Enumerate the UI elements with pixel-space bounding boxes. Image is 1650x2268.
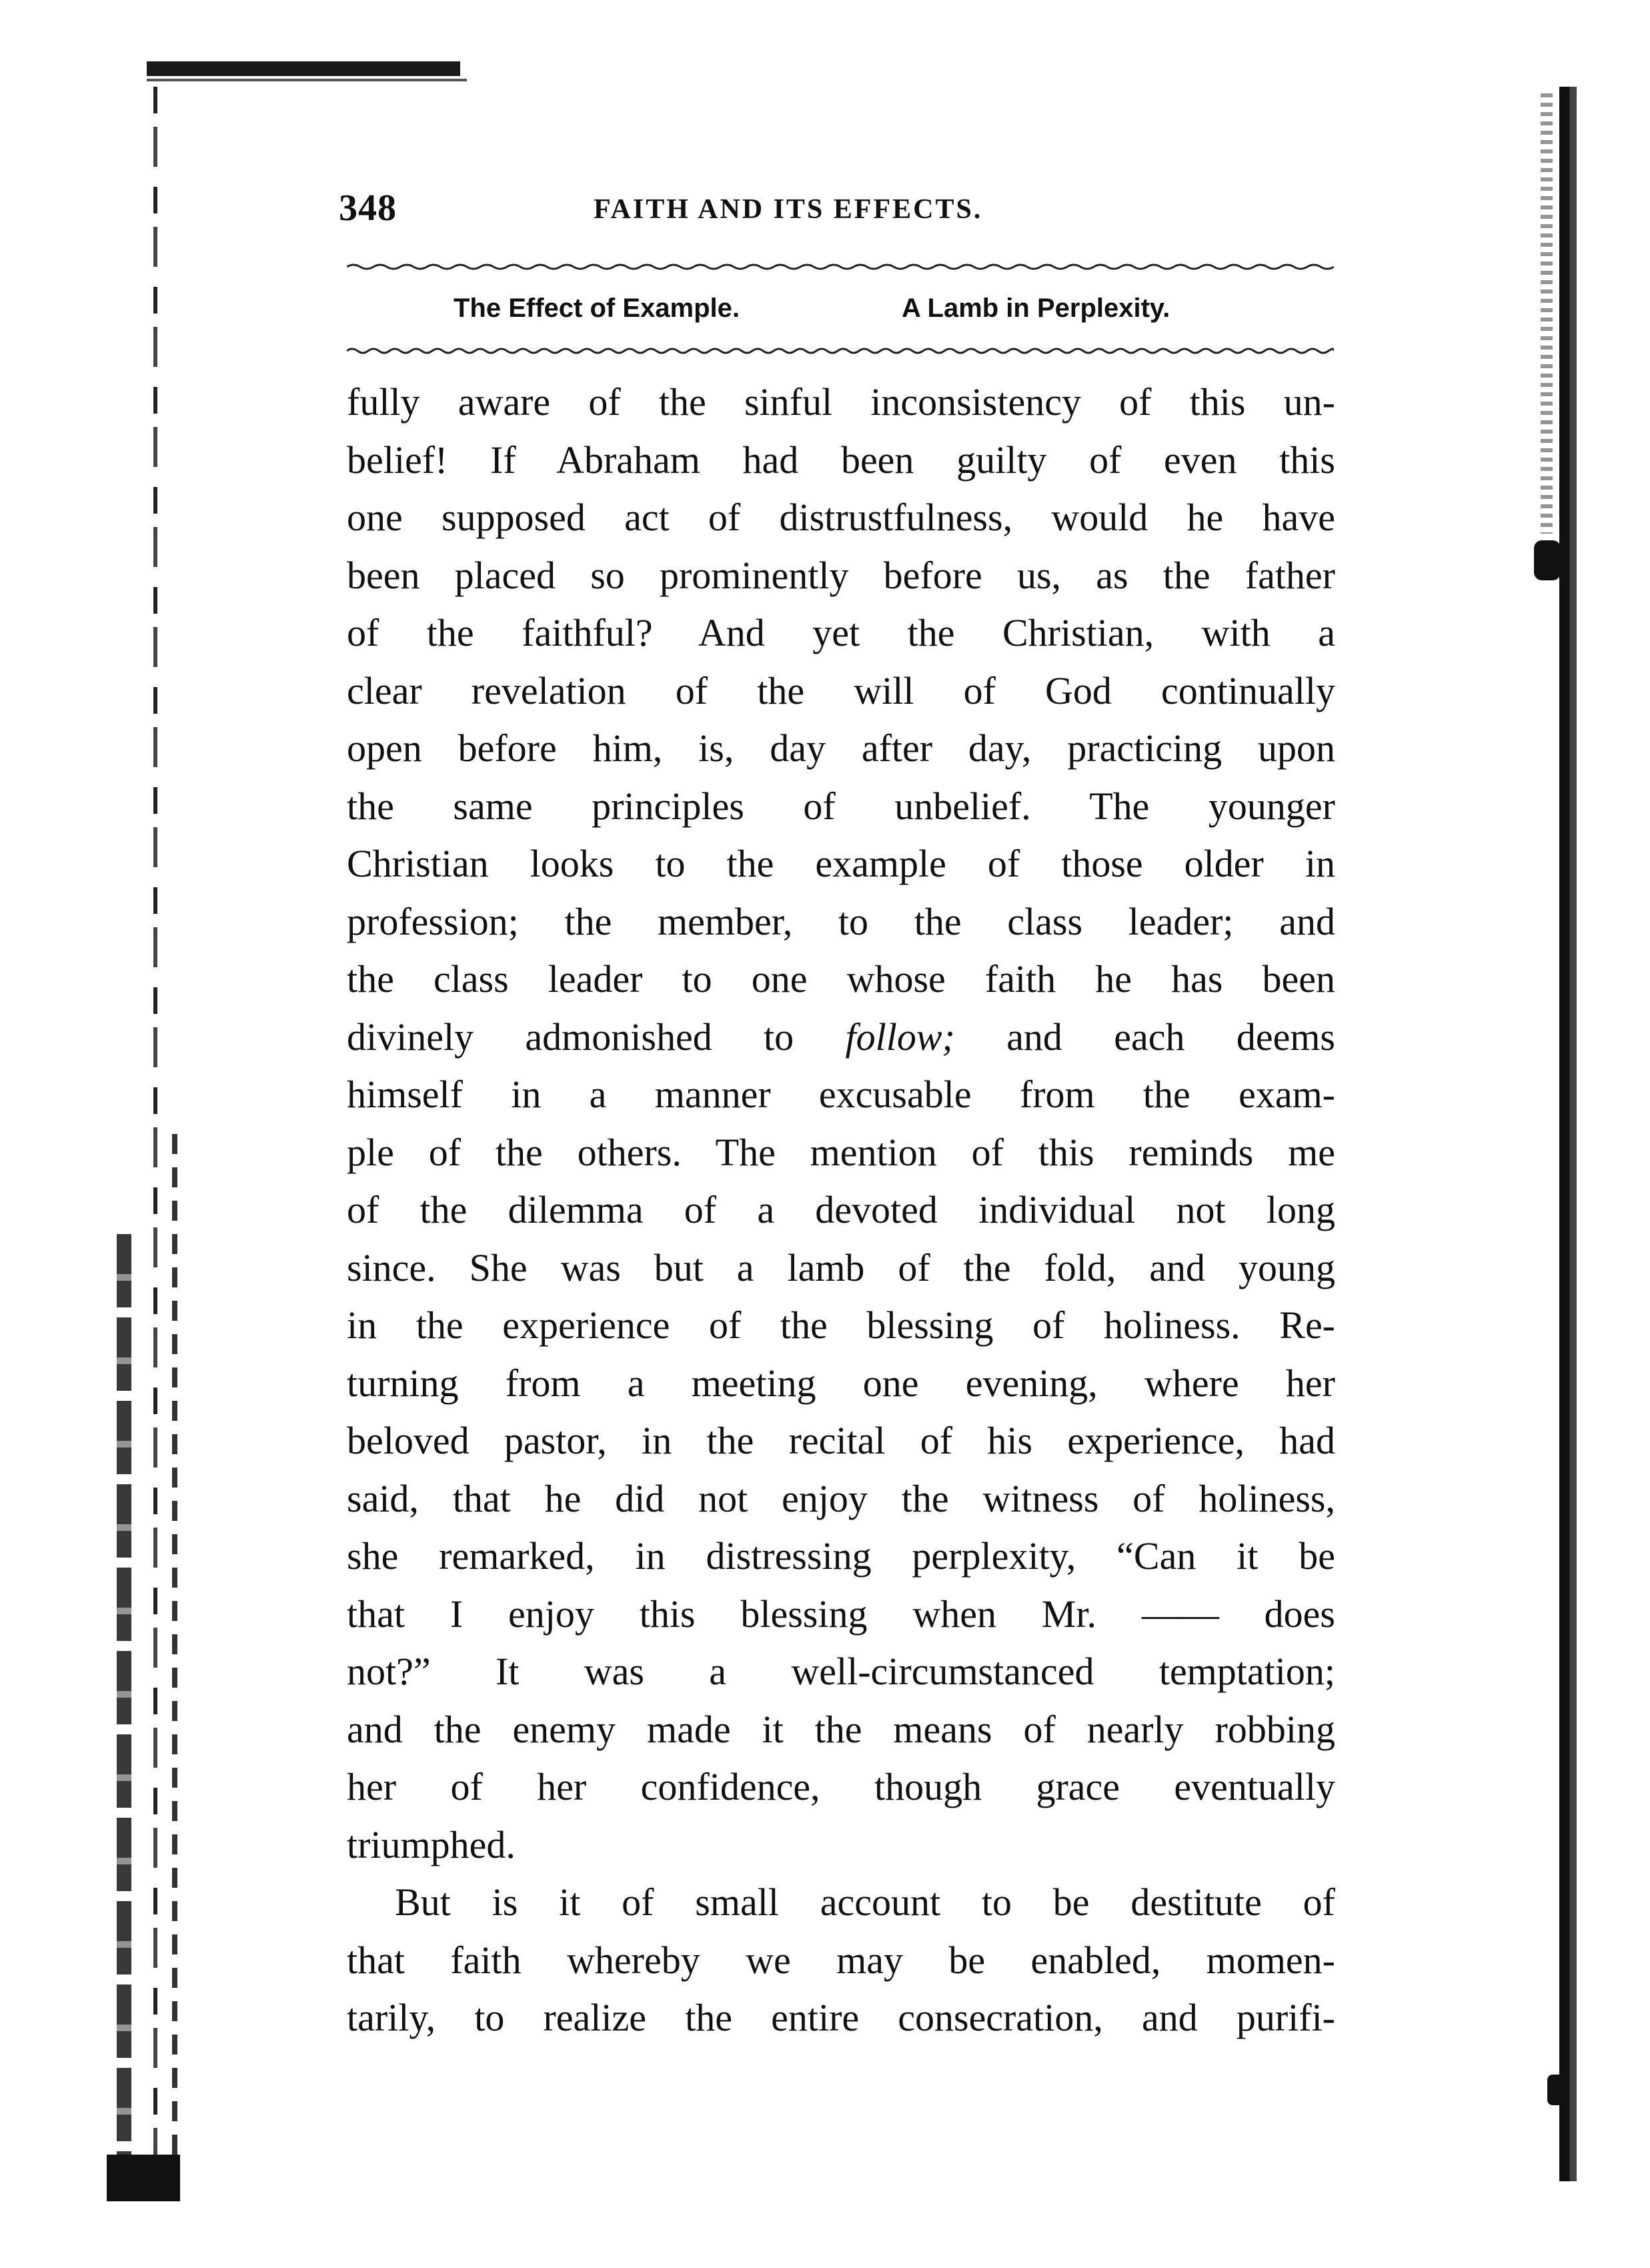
wavy-rule-top [347,263,1334,271]
text-line: been placed so prominently before us, as the father [347,553,1335,597]
text-line: belief! If Abraham had been guilty of even this [347,438,1335,482]
running-head [320,187,1347,233]
text-line: fully aware of the sinful inconsistency of this un- [347,380,1335,424]
text-line: turning from a meeting one evening, where her [347,1361,1335,1405]
text-line-with-italic [347,1009,1335,1067]
scan-edge-right-texture [1541,93,1553,534]
page-number: 348 [339,187,397,229]
text-line: and the enemy made it the means of nearly robbing [347,1707,1335,1751]
text-line: since. She was but a lamb of the fold, and young [347,1245,1335,1289]
text-line: beloved pastor, in the recital of his experience, had [347,1419,1335,1462]
running-title: FAITH AND ITS EFFECTS. [594,194,983,225]
text-line: she remarked, in distressing perplexity, “Can it be [347,1534,1335,1578]
text-line: himself in a manner excusable from the exam- [347,1073,1335,1116]
scan-edge-right-mark [1534,540,1561,580]
text-segment: and each deems [1006,1015,1335,1059]
text-line: the class leader to one whose faith he has been [347,957,1335,1001]
text-line: said, that he did not enjoy the witness of holiness, [347,1476,1335,1520]
scan-edge-top [147,61,460,76]
scan-edge-right-bottom-mark [1547,2075,1566,2105]
scan-edge-right [1559,87,1577,2181]
wavy-rule-bottom [347,347,1334,355]
scan-edge-left-outer [117,1234,131,2201]
text-line: that faith whereby we may be enabled, momen- [347,1938,1335,1982]
text-line: profession; the member, to the class leader; and [347,899,1335,943]
text-line: Christian looks to the example of those older in [347,842,1335,885]
text-line: the same principles of unbelief. The younger [347,784,1335,828]
subhead-left: The Effect of Example. [454,294,740,323]
text-line: clear revelation of the will of God continually [347,668,1335,712]
body-text [347,374,1335,2047]
text-line: in the experience of the blessing of holiness. Re- [347,1303,1335,1347]
paragraph-start-line: But is it of small account to be destitute of [395,1880,1335,1924]
text-segment: divinely admonished to [347,1015,794,1059]
text-line: her of her confidence, though grace eventually [347,1765,1335,1808]
text-line: that I enjoy this blessing when Mr. —— does [347,1592,1335,1636]
text-line: triumphed. [347,1822,516,1866]
text-line: of the faithful? And yet the Christian, with a [347,611,1335,654]
italic-word: follow; [845,1015,955,1059]
scan-edge-left-inner [172,1134,177,2201]
scan-edge-top-thin [147,79,467,81]
text-line: ple of the others. The mention of this reminds me [347,1130,1335,1174]
scan-edge-left-bottom [107,2155,180,2201]
text-line: of the dilemma of a devoted individual not long [347,1188,1335,1231]
text-line: not?” It was a well-circumstanced temptation; [347,1650,1335,1693]
subhead-right: A Lamb in Perplexity. [902,294,1170,323]
text-line: one supposed act of distrustfulness, would he have [347,496,1335,539]
text-line: tarily, to realize the entire consecration, and purifi- [347,1996,1335,2039]
text-line: open before him, is, day after day, practicing upon [347,726,1335,770]
scan-edge-left [153,87,157,2201]
